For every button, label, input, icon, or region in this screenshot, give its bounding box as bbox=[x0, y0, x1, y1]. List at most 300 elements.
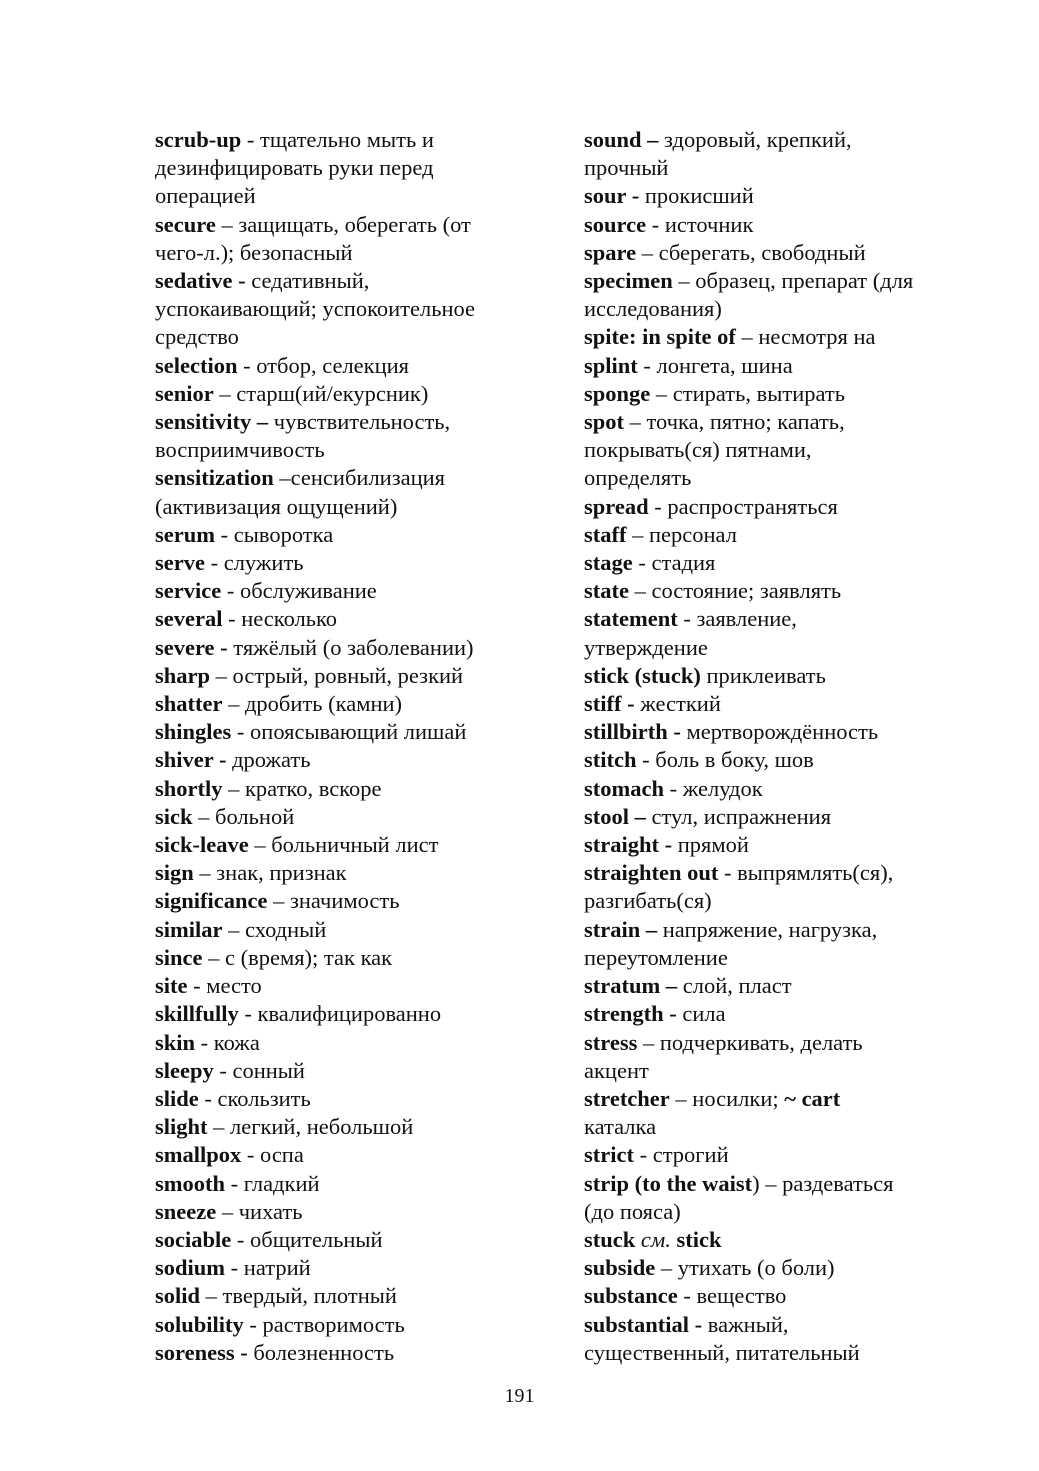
dictionary-entry bbox=[584, 1170, 1004, 1226]
entry-term: sick bbox=[155, 803, 193, 829]
entry-line bbox=[155, 859, 550, 887]
entry-definition: жесткий bbox=[634, 691, 721, 717]
entry-definition: – больной bbox=[192, 803, 295, 829]
dictionary-entry bbox=[155, 1226, 550, 1254]
dictionary-entry bbox=[584, 746, 1004, 774]
dictionary-entry bbox=[155, 662, 550, 690]
entry-definition: болезненность bbox=[247, 1339, 395, 1365]
entry-definition: - строгий bbox=[633, 1142, 729, 1168]
entry-definition: - обслуживание bbox=[221, 578, 377, 604]
entry-term: specimen bbox=[584, 268, 673, 294]
dictionary-entry bbox=[155, 1000, 550, 1028]
dictionary-entry bbox=[155, 1141, 550, 1169]
dictionary-entry bbox=[155, 916, 550, 944]
entry-line bbox=[155, 211, 550, 239]
entry-line bbox=[155, 126, 550, 154]
entry-term: slide bbox=[155, 1085, 199, 1111]
entry-definition: – защищать, оберегать (от bbox=[215, 211, 471, 237]
dictionary-entry bbox=[155, 408, 550, 464]
entry-definition: чего-л.); безопасный bbox=[155, 239, 353, 265]
entry-definition: - оспа bbox=[241, 1142, 304, 1168]
entry-definition: - гладкий bbox=[225, 1170, 320, 1196]
entry-line bbox=[155, 1141, 550, 1169]
entry-term: substantial - bbox=[584, 1311, 703, 1337]
entry-term: several bbox=[155, 606, 223, 632]
entry-line bbox=[584, 1000, 1004, 1028]
entry-definition: - общительный bbox=[231, 1226, 383, 1252]
entry-term: subside bbox=[584, 1255, 656, 1281]
entry-line bbox=[155, 718, 550, 746]
entry-definition: разгибать(ся) bbox=[584, 888, 712, 914]
dictionary-entry bbox=[155, 634, 550, 662]
entry-definition: тяжёлый (о заболевании) bbox=[227, 634, 474, 660]
entry-definition: – несмотря на bbox=[735, 324, 876, 350]
dictionary-entry bbox=[584, 1254, 1004, 1282]
entry-line bbox=[155, 690, 550, 718]
entry-definition: - скользить bbox=[198, 1085, 311, 1111]
entry-line bbox=[155, 1339, 550, 1367]
dictionary-entry bbox=[155, 1282, 550, 1310]
entry-term: selection bbox=[155, 352, 238, 378]
entry-line bbox=[584, 1311, 1004, 1339]
entry-definition: - кожа bbox=[195, 1029, 260, 1055]
entry-line bbox=[155, 323, 550, 351]
dictionary-entry bbox=[155, 718, 550, 746]
entry-term: substance bbox=[584, 1283, 678, 1309]
entry-definition: – твердый, плотный bbox=[200, 1283, 397, 1309]
dictionary-entry bbox=[155, 1339, 550, 1367]
dictionary-entry bbox=[584, 1029, 1004, 1085]
entry-term: sleepy bbox=[155, 1057, 214, 1083]
entry-definition: стул, испражнения bbox=[645, 803, 832, 829]
entry-term: smooth bbox=[155, 1170, 226, 1196]
entry-term: stratum – bbox=[584, 973, 678, 999]
entry-definition: – точка, пятно; капать, bbox=[624, 409, 845, 435]
entry-definition: дезинфицировать руки перед bbox=[155, 155, 434, 181]
dictionary-entry bbox=[155, 352, 550, 380]
dictionary-entry bbox=[584, 1311, 1004, 1367]
dictionary-entry bbox=[584, 1141, 1004, 1169]
dictionary-entry bbox=[584, 577, 1004, 605]
entry-term: scrub-up bbox=[155, 127, 242, 152]
entry-line bbox=[584, 239, 1004, 267]
entry-definition: - растворимость bbox=[243, 1311, 405, 1337]
entry-term: shortly bbox=[155, 775, 223, 801]
dictionary-entry bbox=[584, 323, 1004, 351]
entry-term: shiver - bbox=[155, 747, 227, 773]
entry-definition: – старш(ий/екурсник) bbox=[213, 380, 429, 406]
entry-line bbox=[155, 549, 550, 577]
entry-term: spot bbox=[584, 409, 625, 435]
entry-line bbox=[584, 211, 1004, 239]
dictionary-entry bbox=[584, 775, 1004, 803]
left-column bbox=[155, 126, 550, 1367]
entry-definition: важный, bbox=[702, 1311, 789, 1337]
dictionary-entry bbox=[155, 1170, 550, 1198]
page-number: 191 bbox=[504, 1385, 535, 1407]
entry-definition: - квалифицированно bbox=[238, 1001, 442, 1027]
entry-definition: восприимчивость bbox=[155, 437, 325, 463]
dictionary-entry bbox=[155, 690, 550, 718]
entry-definition: здоровый, крепкий, bbox=[658, 127, 852, 152]
entry-line bbox=[155, 464, 550, 492]
entry-term: serum bbox=[155, 521, 215, 547]
entry-term: splint bbox=[584, 352, 638, 378]
dictionary-entry bbox=[155, 267, 550, 352]
entry-line bbox=[584, 1170, 1004, 1198]
entry-term: sour - bbox=[584, 183, 640, 209]
entry-definition: – персонал bbox=[626, 521, 737, 547]
entry-line bbox=[155, 493, 550, 521]
entry-line bbox=[584, 154, 1004, 182]
entry-definition: прокисший bbox=[639, 183, 754, 209]
entry-line bbox=[155, 1198, 550, 1226]
entry-line bbox=[584, 267, 1004, 295]
entry-definition: – стирать, вытирать bbox=[650, 380, 846, 406]
entry-definition: – легкий, небольшой bbox=[207, 1114, 414, 1140]
dictionary-entry bbox=[584, 549, 1004, 577]
entry-line bbox=[155, 408, 550, 436]
entry-term: stomach bbox=[584, 775, 664, 801]
entry-line bbox=[584, 944, 1004, 972]
entry-definition: успокаивающий; успокоительное bbox=[155, 296, 476, 322]
entry-line bbox=[584, 1226, 1004, 1254]
dictionary-entry bbox=[155, 549, 550, 577]
entry-line bbox=[155, 1085, 550, 1113]
entry-line bbox=[155, 972, 550, 1000]
entry-definition: исследования) bbox=[584, 296, 722, 322]
entry-line bbox=[584, 1198, 1004, 1226]
dictionary-entry bbox=[584, 182, 1004, 210]
entry-line bbox=[584, 182, 1004, 210]
entry-line bbox=[584, 746, 1004, 774]
entry-line bbox=[584, 634, 1004, 662]
entry-term: skillfully bbox=[155, 1001, 239, 1027]
entry-definition: существенный, питательный bbox=[584, 1339, 860, 1365]
entry-line bbox=[584, 1254, 1004, 1282]
dictionary-entry bbox=[584, 521, 1004, 549]
entry-definition: чувствительность, bbox=[268, 409, 451, 435]
entry-term: sign bbox=[155, 860, 194, 886]
entry-definition: – значимость bbox=[267, 888, 400, 914]
entry-definition: – подчеркивать, делать bbox=[637, 1029, 863, 1055]
dictionary-entry bbox=[155, 380, 550, 408]
dictionary-entry bbox=[155, 803, 550, 831]
entry-term: sensitization bbox=[155, 465, 274, 491]
entry-term: stitch bbox=[584, 747, 637, 773]
entry-line bbox=[155, 380, 550, 408]
entry-line bbox=[584, 1339, 1004, 1367]
entry-definition: - сыворотка bbox=[215, 521, 334, 547]
entry-line bbox=[584, 775, 1004, 803]
dictionary-entry bbox=[155, 1198, 550, 1226]
dictionary-entry bbox=[584, 380, 1004, 408]
entry-line bbox=[155, 831, 550, 859]
entry-term: ~ cart bbox=[784, 1085, 841, 1111]
entry-term: secure bbox=[155, 211, 216, 237]
entry-line bbox=[155, 182, 550, 210]
entry-term: stage bbox=[584, 550, 633, 576]
entry-definition: (активизация ощущений) bbox=[155, 493, 398, 519]
dictionary-entry bbox=[155, 1254, 550, 1282]
entry-term: sociable bbox=[155, 1226, 232, 1252]
entry-term: sick-leave bbox=[155, 832, 249, 858]
entry-line bbox=[584, 605, 1004, 633]
entry-line bbox=[155, 436, 550, 464]
entry-line bbox=[155, 605, 550, 633]
entry-term: spite: in spite of bbox=[584, 324, 736, 350]
entry-line bbox=[584, 1085, 1004, 1113]
entry-definition: – образец, препарат (для bbox=[672, 268, 914, 294]
entry-term: sound – bbox=[584, 127, 659, 152]
entry-term: stress bbox=[584, 1029, 638, 1055]
entry-line bbox=[155, 1282, 550, 1310]
entry-definition: покрывать(ся) пятнами, bbox=[584, 437, 812, 463]
entry-line bbox=[155, 634, 550, 662]
entry-definition: - сонный bbox=[213, 1057, 305, 1083]
dictionary-entry bbox=[584, 493, 1004, 521]
dictionary-entry bbox=[584, 1085, 1004, 1141]
entry-definition: слой, пласт bbox=[677, 973, 792, 999]
entry-line bbox=[584, 493, 1004, 521]
entry-term: source bbox=[584, 211, 647, 237]
entry-term: sodium bbox=[155, 1255, 226, 1281]
entry-line bbox=[584, 803, 1004, 831]
entry-line bbox=[155, 662, 550, 690]
entry-term: straighten out bbox=[584, 860, 719, 886]
entry-line bbox=[155, 1000, 550, 1028]
entry-definition: седативный, bbox=[245, 268, 370, 294]
entry-definition: - служить bbox=[204, 550, 304, 576]
entry-line bbox=[155, 1057, 550, 1085]
entry-definition: – дробить (камни) bbox=[222, 691, 403, 717]
dictionary-entry bbox=[584, 803, 1004, 831]
entry-line bbox=[584, 1113, 1004, 1141]
entry-term: sedative - bbox=[155, 268, 246, 294]
entry-line bbox=[584, 323, 1004, 351]
entry-definition: ) – раздеваться bbox=[752, 1170, 894, 1196]
entry-definition: - источник bbox=[646, 211, 754, 237]
dictionary-entry bbox=[584, 605, 1004, 661]
entry-term: serve bbox=[155, 550, 205, 576]
dictionary-entry bbox=[155, 126, 550, 211]
dictionary-entry bbox=[155, 859, 550, 887]
dictionary-entry bbox=[155, 831, 550, 859]
dictionary-entry bbox=[584, 972, 1004, 1000]
entry-definition: - выпрямлять(ся), bbox=[718, 860, 894, 886]
entry-term: severe - bbox=[155, 634, 228, 660]
entry-line bbox=[584, 521, 1004, 549]
right-column bbox=[584, 126, 1004, 1367]
entry-line bbox=[584, 1057, 1004, 1085]
entry-line bbox=[155, 1254, 550, 1282]
entry-term: strip (to the waist bbox=[584, 1170, 753, 1196]
entry-line bbox=[584, 464, 1004, 492]
entry-definition: - несколько bbox=[222, 606, 338, 632]
entry-definition: операцией bbox=[155, 183, 256, 209]
dictionary-entry bbox=[155, 1085, 550, 1113]
entry-line bbox=[584, 1141, 1004, 1169]
entry-line bbox=[584, 690, 1004, 718]
entry-term: senior bbox=[155, 380, 214, 406]
entry-line bbox=[155, 1170, 550, 1198]
entry-term: solubility bbox=[155, 1311, 244, 1337]
dictionary-entry bbox=[584, 718, 1004, 746]
entry-line bbox=[584, 126, 1004, 154]
entry-term: strength - bbox=[584, 1001, 677, 1027]
entry-term: shingles bbox=[155, 719, 232, 745]
entry-term: stool – bbox=[584, 803, 646, 829]
entry-term: straight - bbox=[584, 832, 673, 858]
entry-definition: - натрий bbox=[225, 1255, 311, 1281]
entry-line bbox=[584, 831, 1004, 859]
entry-definition: - стадия bbox=[632, 550, 716, 576]
entry-line bbox=[584, 662, 1004, 690]
entry-term: spread bbox=[584, 493, 649, 519]
entry-line bbox=[584, 1029, 1004, 1057]
dictionary-entry bbox=[155, 605, 550, 633]
entry-term: sponge bbox=[584, 380, 651, 406]
entry-definition: – сходный bbox=[222, 916, 327, 942]
entry-term: strict bbox=[584, 1142, 634, 1168]
entry-definition: - желудок bbox=[664, 775, 763, 801]
entry-line bbox=[155, 521, 550, 549]
entry-line bbox=[155, 1029, 550, 1057]
entry-term: significance bbox=[155, 888, 268, 914]
entry-term: solid bbox=[155, 1283, 201, 1309]
entry-definition: прямой bbox=[672, 832, 749, 858]
entry-line bbox=[155, 1113, 550, 1141]
entry-term: statement bbox=[584, 606, 678, 632]
entry-definition: - лонгета, шина bbox=[637, 352, 793, 378]
entry-line bbox=[584, 1282, 1004, 1310]
entry-line bbox=[584, 577, 1004, 605]
entry-reference-marker: см. bbox=[640, 1226, 671, 1252]
entry-definition: - боль в боку, шов bbox=[636, 747, 814, 773]
entry-definition: - место bbox=[187, 973, 262, 999]
entry-definition: сила bbox=[676, 1001, 726, 1027]
entry-line bbox=[155, 944, 550, 972]
entry-definition: определять bbox=[584, 465, 692, 491]
entry-line bbox=[584, 972, 1004, 1000]
entry-definition: – носилки; bbox=[669, 1085, 785, 1111]
entry-line bbox=[155, 352, 550, 380]
dictionary-entry bbox=[584, 1000, 1004, 1028]
entry-definition: - отбор, селекция bbox=[237, 352, 410, 378]
entry-definition: утверждение bbox=[584, 634, 708, 660]
dictionary-entry bbox=[584, 126, 1004, 182]
entry-definition: (до пояса) bbox=[584, 1198, 681, 1224]
entry-term: slight bbox=[155, 1114, 208, 1140]
entry-line bbox=[155, 1226, 550, 1254]
dictionary-entry bbox=[584, 916, 1004, 972]
entry-definition: средство bbox=[155, 324, 239, 350]
entry-line bbox=[155, 1311, 550, 1339]
dictionary-entry bbox=[584, 1282, 1004, 1310]
entry-line bbox=[584, 352, 1004, 380]
entry-definition: - вещество bbox=[677, 1283, 787, 1309]
dictionary-entry bbox=[584, 1226, 1004, 1254]
entry-definition: – больничный лист bbox=[248, 832, 439, 858]
entry-definition: - тщательно мыть и bbox=[241, 127, 434, 152]
entry-term: smallpox bbox=[155, 1142, 242, 1168]
dictionary-entry bbox=[155, 775, 550, 803]
dictionary-entry bbox=[584, 352, 1004, 380]
dictionary-entry bbox=[155, 972, 550, 1000]
entry-definition: акцент bbox=[584, 1057, 649, 1083]
entry-term: state bbox=[584, 578, 629, 604]
entry-definition: каталка bbox=[584, 1114, 657, 1140]
entry-definition: –сенсибилизация bbox=[273, 465, 446, 491]
dictionary-entry bbox=[155, 1057, 550, 1085]
dictionary-entry bbox=[584, 211, 1004, 239]
entry-term: soreness - bbox=[155, 1339, 248, 1365]
entry-term: stiff - bbox=[584, 691, 635, 717]
entry-definition: прочный bbox=[584, 155, 669, 181]
entry-line bbox=[155, 267, 550, 295]
dictionary-entry bbox=[584, 831, 1004, 859]
entry-term: sneeze bbox=[155, 1198, 217, 1224]
entry-term: strain – bbox=[584, 916, 658, 942]
entry-definition: напряжение, нагрузка, bbox=[657, 916, 878, 942]
dictionary-entry bbox=[584, 408, 1004, 493]
entry-term: spare bbox=[584, 239, 637, 265]
entry-definition: – знак, признак bbox=[193, 860, 347, 886]
entry-definition: приклеивать bbox=[700, 662, 826, 688]
entry-line bbox=[155, 916, 550, 944]
entry-definition: – острый, ровный, резкий bbox=[210, 662, 464, 688]
entry-definition: - опоясывающий лишай bbox=[231, 719, 467, 745]
entry-line bbox=[584, 408, 1004, 436]
entry-term: stillbirth - bbox=[584, 719, 681, 745]
dictionary-entry bbox=[155, 577, 550, 605]
entry-line bbox=[584, 718, 1004, 746]
entry-line bbox=[155, 577, 550, 605]
entry-line bbox=[584, 887, 1004, 915]
dictionary-entry bbox=[155, 211, 550, 267]
entry-term: sharp bbox=[155, 662, 211, 688]
entry-definition: - заявление, bbox=[677, 606, 797, 632]
entry-definition: переутомление bbox=[584, 944, 728, 970]
dictionary-entry bbox=[155, 464, 550, 520]
dictionary-entry bbox=[155, 521, 550, 549]
entry-line bbox=[584, 436, 1004, 464]
entry-definition: – сберегать, свободный bbox=[636, 239, 866, 265]
dictionary-entry bbox=[584, 690, 1004, 718]
entry-line bbox=[155, 887, 550, 915]
entry-line bbox=[584, 295, 1004, 323]
entry-line bbox=[584, 859, 1004, 887]
entry-definition: дрожать bbox=[226, 747, 311, 773]
entry-term: stick bbox=[676, 1226, 722, 1252]
entry-term: shatter bbox=[155, 691, 223, 717]
entry-term: service bbox=[155, 578, 222, 604]
dictionary-entry bbox=[584, 239, 1004, 267]
entry-definition: – кратко, вскоре bbox=[222, 775, 382, 801]
entry-term: sensitivity – bbox=[155, 409, 269, 435]
entry-term: since bbox=[155, 944, 203, 970]
dictionary-entry bbox=[584, 267, 1004, 323]
entry-line bbox=[155, 239, 550, 267]
entry-term: stretcher bbox=[584, 1085, 670, 1111]
entry-line bbox=[155, 775, 550, 803]
entry-term: skin bbox=[155, 1029, 196, 1055]
dictionary-entry bbox=[584, 859, 1004, 915]
entry-definition: - распространяться bbox=[648, 493, 838, 519]
entry-definition: – утихать (о боли) bbox=[655, 1255, 835, 1281]
dictionary-entry bbox=[155, 746, 550, 774]
entry-term: site bbox=[155, 973, 188, 999]
